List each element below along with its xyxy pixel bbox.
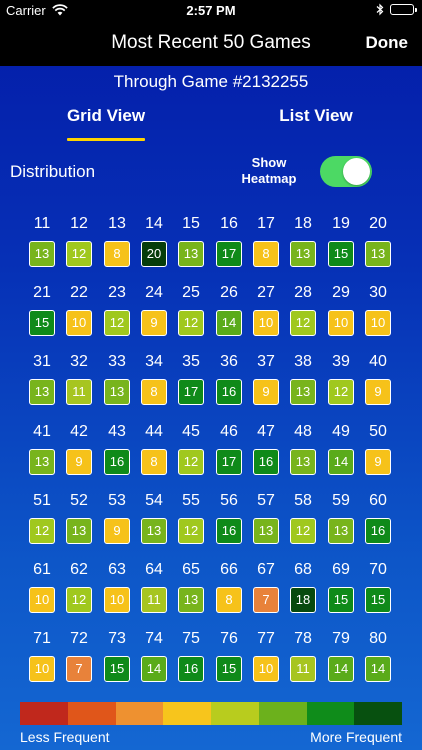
number-label: 27 — [257, 284, 275, 302]
number-count-cell[interactable]: 8 — [216, 587, 242, 613]
tab-list-view[interactable]: List View — [279, 106, 353, 125]
number-label: 24 — [145, 284, 163, 302]
done-button[interactable]: Done — [365, 33, 408, 52]
number-count-cell[interactable]: 14 — [365, 656, 391, 682]
number-label: 50 — [369, 422, 387, 440]
number-label: 25 — [182, 284, 200, 302]
number-count-cell[interactable]: 11 — [141, 587, 167, 613]
number-label: 67 — [257, 561, 275, 578]
number-label: 44 — [145, 422, 163, 440]
number-label: 40 — [369, 353, 387, 371]
number-label: 74 — [145, 630, 163, 648]
number-count-cell[interactable]: 12 — [104, 310, 130, 336]
number-count-cell[interactable]: 12 — [290, 518, 316, 544]
number-count-cell[interactable]: 8 — [104, 241, 130, 267]
number-count-cell[interactable]: 11 — [66, 379, 92, 405]
number-label: 76 — [220, 630, 238, 648]
number-label: 38 — [294, 353, 312, 371]
number-count-cell[interactable]: 15 — [216, 656, 242, 682]
number-label: 28 — [294, 284, 312, 302]
number-count-cell[interactable]: 13 — [141, 518, 167, 544]
scale-swatch — [68, 702, 116, 725]
number-label: 21 — [33, 284, 51, 302]
show-heatmap-line1: Show — [251, 155, 287, 170]
number-count-cell[interactable]: 9 — [365, 449, 391, 475]
number-count-cell[interactable]: 13 — [29, 379, 55, 405]
number-count-cell[interactable]: 10 — [328, 310, 354, 336]
number-count-cell[interactable]: 15 — [365, 587, 391, 613]
number-label: 14 — [145, 215, 163, 232]
number-count-cell[interactable]: 12 — [290, 310, 316, 336]
frequency-scale — [20, 702, 402, 725]
number-label: 70 — [369, 561, 387, 578]
number-label: 80 — [369, 630, 387, 648]
number-label: 35 — [182, 353, 200, 371]
number-count-cell[interactable]: 10 — [253, 656, 279, 682]
number-count-cell[interactable]: 17 — [216, 241, 242, 267]
number-label: 52 — [70, 491, 88, 509]
number-label: 23 — [108, 284, 126, 302]
number-count-cell[interactable]: 13 — [290, 379, 316, 405]
number-label: 79 — [332, 630, 350, 648]
less-frequent-label: Less Frequent — [20, 729, 110, 745]
number-label: 42 — [70, 422, 88, 440]
number-count-cell[interactable]: 12 — [178, 449, 204, 475]
number-count-cell[interactable]: 10 — [104, 587, 130, 613]
number-count-cell[interactable]: 16 — [216, 518, 242, 544]
number-count-cell[interactable]: 16 — [365, 518, 391, 544]
carrier-label: Carrier — [6, 3, 46, 18]
number-count-cell[interactable]: 15 — [328, 241, 354, 267]
number-label: 29 — [332, 284, 350, 302]
number-label: 57 — [257, 491, 275, 509]
number-count-cell[interactable]: 20 — [141, 241, 167, 267]
number-label: 73 — [108, 630, 126, 648]
number-count-cell[interactable]: 12 — [66, 587, 92, 613]
number-label: 64 — [145, 561, 163, 578]
number-count-cell[interactable]: 9 — [365, 379, 391, 405]
number-label: 59 — [332, 491, 350, 509]
number-label: 20 — [369, 215, 387, 232]
number-label: 65 — [182, 561, 200, 578]
number-count-cell[interactable]: 12 — [66, 241, 92, 267]
number-label: 58 — [294, 491, 312, 509]
number-label: 63 — [108, 561, 126, 578]
number-label: 15 — [182, 215, 200, 232]
number-label: 19 — [332, 215, 350, 232]
number-label: 16 — [220, 215, 238, 232]
number-count-cell[interactable]: 13 — [328, 518, 354, 544]
number-label: 72 — [70, 630, 88, 648]
number-count-cell[interactable]: 15 — [104, 656, 130, 682]
number-label: 33 — [108, 353, 126, 371]
scale-swatch — [307, 702, 355, 725]
number-count-cell[interactable]: 7 — [253, 587, 279, 613]
number-count-cell[interactable]: 15 — [328, 587, 354, 613]
number-label: 45 — [182, 422, 200, 440]
number-count-cell[interactable]: 12 — [178, 518, 204, 544]
number-label: 61 — [33, 561, 51, 578]
number-label: 60 — [369, 491, 387, 509]
number-count-cell[interactable]: 13 — [290, 241, 316, 267]
number-label: 30 — [369, 284, 387, 302]
scale-swatch — [354, 702, 402, 725]
number-count-cell[interactable]: 10 — [253, 310, 279, 336]
number-count-cell[interactable]: 16 — [216, 379, 242, 405]
number-count-cell[interactable]: 9 — [253, 379, 279, 405]
number-label: 47 — [257, 422, 275, 440]
more-frequent-label: More Frequent — [310, 729, 402, 745]
number-label: 71 — [33, 630, 51, 648]
number-label: 78 — [294, 630, 312, 648]
number-count-cell[interactable]: 7 — [66, 656, 92, 682]
number-count-cell[interactable]: 13 — [29, 449, 55, 475]
number-count-cell[interactable]: 10 — [365, 310, 391, 336]
number-label: 66 — [220, 561, 238, 578]
number-count-cell[interactable]: 9 — [104, 518, 130, 544]
number-count-cell[interactable]: 10 — [66, 310, 92, 336]
page-title: Most Recent 50 Games — [111, 32, 311, 53]
number-count-cell[interactable]: 10 — [29, 587, 55, 613]
status-time: 2:57 PM — [186, 3, 236, 18]
number-label: 68 — [294, 561, 312, 578]
number-label: 22 — [70, 284, 88, 302]
number-label: 43 — [108, 422, 126, 440]
number-count-cell[interactable]: 16 — [253, 449, 279, 475]
number-label: 51 — [33, 491, 51, 509]
number-count-cell[interactable]: 15 — [29, 310, 55, 336]
number-label: 32 — [70, 353, 88, 371]
number-label: 48 — [294, 422, 312, 440]
number-count-cell[interactable]: 13 — [253, 518, 279, 544]
number-label: 31 — [33, 353, 51, 371]
distribution-label: Distribution — [10, 162, 96, 181]
scale-swatch — [259, 702, 307, 725]
number-label: 17 — [257, 215, 275, 232]
number-count-cell[interactable]: 12 — [29, 518, 55, 544]
number-count-cell[interactable]: 14 — [328, 449, 354, 475]
number-label: 18 — [294, 215, 312, 232]
number-count-cell[interactable]: 13 — [365, 241, 391, 267]
number-count-cell[interactable]: 14 — [328, 656, 354, 682]
number-count-cell[interactable]: 8 — [253, 241, 279, 267]
number-label: 46 — [220, 422, 238, 440]
number-label: 34 — [145, 353, 163, 371]
number-count-cell[interactable]: 17 — [216, 449, 242, 475]
number-label: 49 — [332, 422, 350, 440]
number-label: 53 — [108, 491, 126, 509]
scale-swatch — [116, 702, 164, 725]
number-count-cell[interactable]: 10 — [29, 656, 55, 682]
number-label: 69 — [332, 561, 350, 578]
number-label: 56 — [220, 491, 238, 509]
scale-swatch — [211, 702, 259, 725]
show-heatmap-line2: Heatmap — [241, 171, 297, 186]
number-count-cell[interactable]: 13 — [178, 241, 204, 267]
number-count-cell[interactable]: 12 — [328, 379, 354, 405]
number-label: 12 — [70, 215, 88, 232]
number-label: 36 — [220, 353, 238, 371]
number-count-cell[interactable]: 18 — [290, 587, 316, 613]
number-label: 37 — [257, 353, 275, 371]
tab-grid-view[interactable]: Grid View — [66, 106, 146, 125]
number-count-cell[interactable]: 16 — [178, 656, 204, 682]
number-count-cell[interactable]: 9 — [66, 449, 92, 475]
number-label: 41 — [33, 422, 51, 440]
number-count-cell[interactable]: 13 — [29, 241, 55, 267]
number-count-cell[interactable]: 13 — [178, 587, 204, 613]
number-count-cell[interactable]: 17 — [178, 379, 204, 405]
number-count-cell[interactable]: 14 — [216, 310, 242, 336]
number-count-cell[interactable]: 8 — [141, 449, 167, 475]
number-count-cell[interactable]: 14 — [141, 656, 167, 682]
number-label: 62 — [70, 561, 88, 578]
number-count-cell[interactable]: 13 — [66, 518, 92, 544]
number-count-cell[interactable]: 16 — [104, 449, 130, 475]
number-count-cell[interactable]: 13 — [290, 449, 316, 475]
number-count-cell[interactable]: 9 — [141, 310, 167, 336]
number-label: 55 — [182, 491, 200, 509]
number-label: 39 — [332, 353, 350, 371]
number-label: 54 — [145, 491, 163, 509]
number-label: 75 — [182, 630, 200, 648]
scale-swatch — [20, 702, 68, 725]
through-game-label: Through Game #2132255 — [113, 72, 309, 91]
number-count-cell[interactable]: 11 — [290, 656, 316, 682]
number-count-cell[interactable]: 13 — [104, 379, 130, 405]
number-label: 77 — [257, 630, 275, 648]
number-count-cell[interactable]: 12 — [178, 310, 204, 336]
number-label: 11 — [33, 215, 51, 232]
number-label: 26 — [220, 284, 238, 302]
scale-swatch — [163, 702, 211, 725]
number-label: 13 — [108, 215, 126, 232]
number-count-cell[interactable]: 8 — [141, 379, 167, 405]
